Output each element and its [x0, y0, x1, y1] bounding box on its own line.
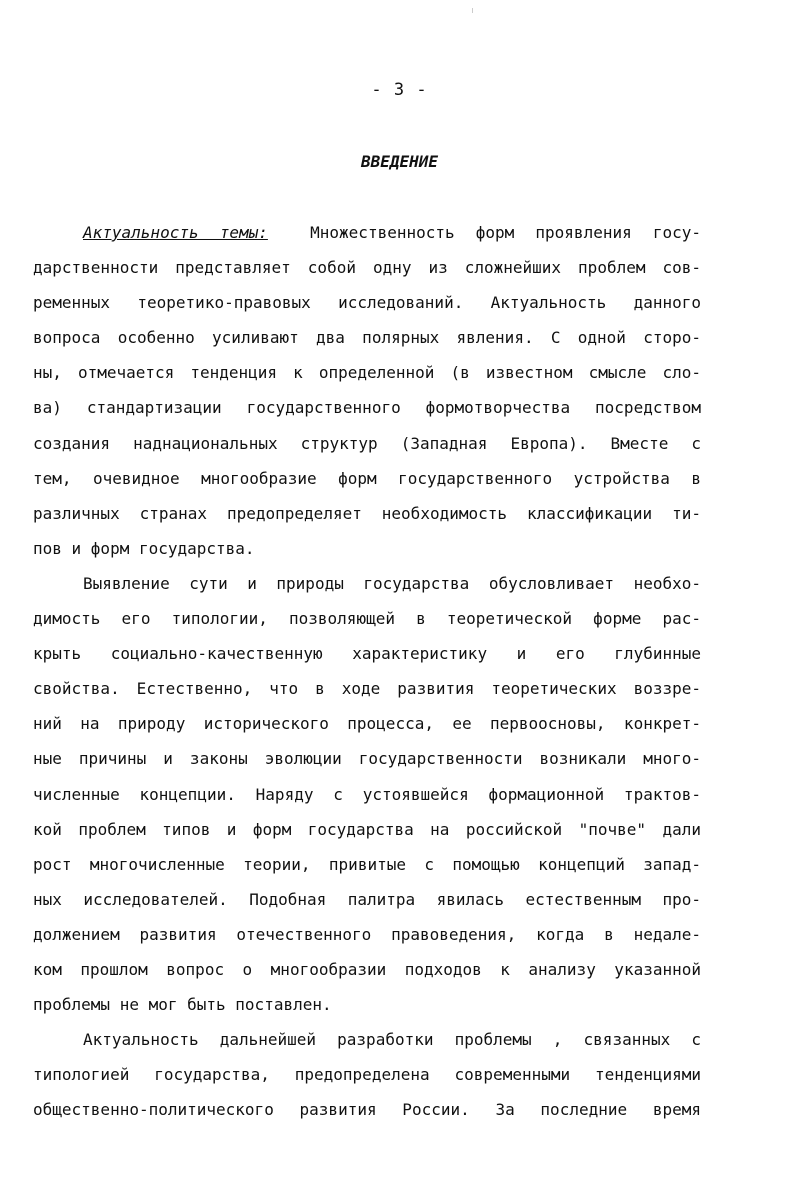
- paragraph-relevance: [33, 215, 701, 566]
- page-number: - 3 -: [371, 80, 428, 100]
- text-line: создания наднациональных структур (Западная Европа). Вместе с: [33, 433, 701, 453]
- text-line: должением развития отечественного правоведения, когда в недале-: [33, 924, 701, 944]
- text-line-content: Множественность форм проявления госу-: [310, 223, 701, 242]
- text-line: димость его типологии, позволяющей в теоретической форме рас-: [33, 609, 701, 629]
- lead-in-underlined: Актуальность темы:: [83, 223, 268, 242]
- text-line: различных странах предопределяет необходимость классификации ти-: [33, 503, 701, 523]
- text-line: дарственности представляет собой одну из сложнейших проблем сов-: [33, 258, 701, 278]
- text-line: крыть социально-качественную характеристику и его глубинные: [33, 644, 701, 664]
- text-line: общественно-политического развития России. За последние время: [33, 1100, 701, 1120]
- text-line: ных исследователей. Подобная палитра явилась естественным про-: [33, 889, 701, 909]
- text-line: тем, очевидное многообразие форм государственного устройства в: [33, 468, 701, 488]
- text-line: численные концепции. Наряду с устоявшейся формационной трактов-: [33, 784, 701, 804]
- text-line: Актуальность дальнейшей разработки проблемы , связанных с: [83, 1030, 701, 1049]
- text-line: [33, 215, 701, 250]
- text-line: вопроса особенно усиливают два полярных явления. С одной сторо-: [33, 328, 701, 348]
- text-line: ны, отмечается тенденция к определенной (в известном смысле сло-: [33, 363, 701, 383]
- text-line: Выявление сути и природы государства обусловливает необхо-: [83, 574, 701, 593]
- text-line: ком прошлом вопрос о многообразии подходов к анализу указанной: [33, 960, 701, 980]
- section-heading: ВВЕДЕНИЕ: [360, 152, 439, 171]
- scan-artifact: [472, 8, 473, 13]
- text-line: ний на природу исторического процесса, ее первоосновы, конкрет-: [33, 714, 701, 734]
- paragraph-further-development: [33, 1022, 701, 1127]
- text-line: рост многочисленные теории, привитые с помощью концепций запад-: [33, 854, 701, 874]
- paragraph-essence: [33, 566, 701, 1022]
- text-line: ные причины и законы эволюции государственности возникали много-: [33, 749, 701, 769]
- text-line: пов и форм государства.: [33, 538, 255, 558]
- text-line: проблемы не мог быть поставлен.: [33, 995, 332, 1015]
- text-line: ременных теоретико-правовых исследований. Актуальность данного: [33, 293, 701, 313]
- text-line: типологией государства, предопределена современными тенденциями: [33, 1065, 701, 1085]
- text-line: кой проблем типов и форм государства на российской "почве" дали: [33, 819, 701, 839]
- text-line: свойства. Естественно, что в ходе развития теоретических воззре-: [33, 679, 701, 699]
- text-line: ва) стандартизации государственного формотворчества посредством: [33, 398, 701, 418]
